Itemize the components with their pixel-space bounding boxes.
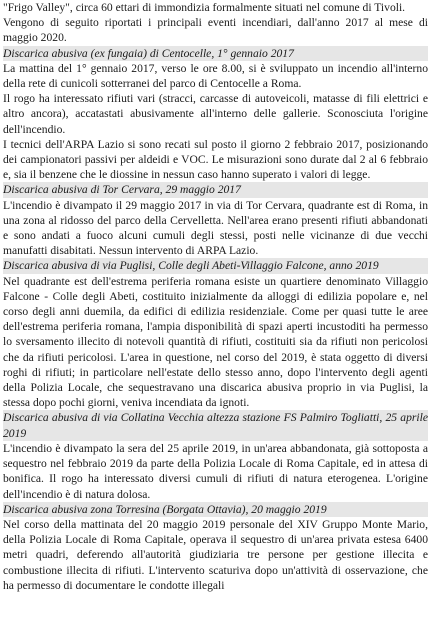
section-heading: Discarica abusiva di via Puglisi, Colle degli Abeti-Villaggio Falcone, anno 2019 [3, 258, 428, 273]
section-paragraph: Nel corso della mattinata del 20 maggio 2019 personale del XIV Gruppo Monte Mario, della Polizia Locale di Roma Capitale, operava il sequestro di un'area privata estesa 6400 metri quadri, deferendo all'autorità giudiziaria tre persone per gestione illecita e combustione illecita di rifiuti. L'intervento scaturiva dopo un'attività di osservazione, che ha permesso di documentare le condotte illegali [3, 517, 428, 592]
section-paragraph: Il rogo ha interessato rifiuti vari (stracci, carcasse di autoveicoli, matasse di fili elettrici e altro ancora), accatastati abusivamente all'interno delle gallerie. Sconosciuta l'origine dell'incendio. [3, 92, 428, 136]
section-heading: Discarica abusiva di via Collatina Vecchia altezza stazione FS Palmiro Togliatti, 25 aprile 2019 [3, 411, 428, 440]
section-heading: Discarica abusiva (ex fungaia) di Centocelle, 1° gennaio 2017 [3, 46, 428, 61]
section-paragraph: La mattina del 1° gennaio 2017, verso le ore 8.00, si è sviluppato un incendio all'interno della rete di cunicoli sotterranei del parco di Centocelle a Roma. [3, 61, 428, 91]
section-heading: Discarica abusiva di Tor Cervara, 29 maggio 2017 [3, 182, 428, 197]
section-paragraph: Nel quadrante est dell'estrema periferia romana esiste un quartiere denominato Villaggio Falcone - Colle degli Abeti, costituito inizialmente da alloggi di edilizia popolare e, nel corso degli anni duemila, da edifici di edilizia residenziale. Come per quasi tutte le aree dell'estrema periferia romana, l'ampia disponibilità di spazi aperti incustoditi ha permesso lo sversamento illecito di notevoli quantità di rifiuti, costituiti sia da rifiuti non pericolosi che da rifiuti pericolosi. L'area in questione, nel corso del 2019, è stata oggetto di diversi roghi di rifiuti; in particolare nell'estate dello stesso anno, dopo l'intervento degli agenti della Polizia Locale, che sequestravano una discarica abusiva proprio in via Puglisi, la stessa dopo pochi giorni, veniva incendiata da ignoti. [3, 274, 428, 410]
section-paragraph: L'incendio è divampato il 29 maggio 2017 in via di Tor Cervara, quadrante est di Roma, in una zona al ridosso del parco della Cervelletta. Nell'area erano presenti rifiuti abbandonati e sono andati a fuoco alcuni cumuli degli stessi, posti nelle vicinanze di due vecchi manufatti disabitati. Nessun intervento di ARPA Lazio. [3, 198, 428, 258]
section-paragraph: L'incendio è divampato la sera del 25 aprile 2019, in un'area abbandonata, già sottoposta a sequestro nel febbraio 2019 da parte della Polizia Locale di Roma Capitale, ed in attesa di bonifica. Il rogo ha interessato diversi cumuli di rifiuti di natura eterogenea. L'origine dell'incendio è di natura dolosa. [3, 441, 428, 501]
section-paragraph: I tecnici dell'ARPA Lazio si sono recati sul posto il giorno 2 febbraio 2017, posizionando dei campionatori passivi per aldeidi e VOC. Le misurazioni sono durate dal 2 al 6 febbraio e, sia il benzene che le diossine in nessun caso hanno superato i valori di legge. [3, 137, 428, 182]
intro-paragraph: "Frigo Valley", circa 60 ettari di immondizia formalmente situati nel comune di Tivoli. [3, 1, 406, 14]
section-heading: Discarica abusiva zona Torresina (Borgata Ottavia), 20 maggio 2019 [3, 502, 428, 517]
intro-paragraph: Vengono di seguito riportati i principali eventi incendiari, dall'anno 2017 al mese di maggio 2020. [3, 16, 428, 45]
